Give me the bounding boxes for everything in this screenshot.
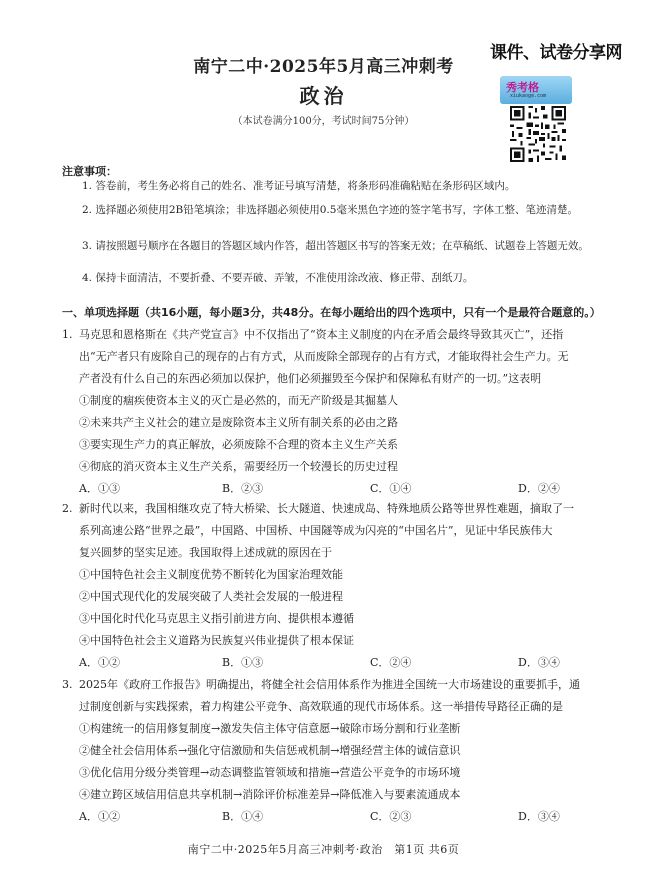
- logo-subtext: xiukaoge.com: [510, 93, 547, 99]
- answer-options: [62, 806, 602, 828]
- question-statement: ①构建统一的信用修复制度→激发失信主体守信意愿→破除市场分割和行业垄断: [79, 722, 461, 735]
- option-b[interactable]: B．②③: [222, 482, 264, 495]
- exam-note: （本试卷满分100分，考试时间75分钟）: [232, 116, 415, 127]
- page-footer: 南宁二中·2025年5月高三冲刺考·政治 第1页 共6页: [187, 843, 460, 856]
- notice-item-text: 2. 选择题必须使用2B铅笔填涂；非选择题必须使用0.5毫米黑色字迹的签字笔书写，字体工整、笔迹清楚。: [82, 204, 578, 216]
- notice-heading: 注意事项：: [62, 165, 117, 178]
- option-d[interactable]: D．③④: [518, 656, 560, 669]
- answer-options: [62, 478, 602, 500]
- watermark-text: 课件、试卷分享网: [490, 43, 622, 63]
- question-stem-line: 马克思和恩格斯在《共产党宣言》中不仅指出了“资本主义制度的内在矛盾会最终导致其灭亡”，还指: [79, 328, 564, 341]
- option-c[interactable]: C．②③: [370, 810, 412, 823]
- question-statement: ②中国式现代化的发展突破了人类社会发展的一般进程: [79, 590, 343, 603]
- question-statement: ③中国化时代化马克思主义指引前进方向、提供根本遵循: [79, 612, 354, 625]
- exam-title: 南宁二中·2025年5月高三冲刺考: [193, 57, 454, 77]
- notice-item: [62, 236, 602, 256]
- question-statement: ④建立跨区域信用信息共享机制→消除评价标准差异→降低准入与要素流通成本: [79, 788, 461, 801]
- logo-text: 秀考格: [506, 81, 539, 94]
- watermark-logo: [500, 76, 572, 104]
- question-statement: ①中国特色社会主义制度优势不断转化为国家治理效能: [79, 568, 343, 581]
- question-statement: ④彻底的消灭资本主义生产关系，需要经历一个较漫长的历史过程: [79, 460, 398, 473]
- option-a[interactable]: A．①②: [79, 656, 120, 669]
- question-statement: ①制度的痼疾使资本主义的灭亡是必然的，而无产阶级是其掘墓人: [79, 394, 398, 407]
- question-stem-line: 出“无产者只有废除自己的现存的占有方式，从而废除全部现存的占有方式，才能取得社会生产力。无: [79, 350, 569, 363]
- notice-item: 1. 答卷前，考生务必将自己的姓名、准考证号填写清楚，将条形码准确粘贴在条形码区域内。: [82, 180, 516, 192]
- option-a[interactable]: A．①③: [79, 482, 120, 495]
- question-statement: ③要实现生产力的真正解放，必须废除不合理的资本主义生产关系: [79, 438, 398, 451]
- notice-item: [62, 200, 602, 220]
- question-statement: ②健全社会信用体系→强化守信激励和失信惩戒机制→增强经营主体的诚信意识: [79, 744, 461, 757]
- question-1: [62, 324, 602, 500]
- question-stem-line: 2025年《政府工作报告》明确提出，将健全社会信用体系作为推进全国统一大市场建设的重要抓手，通: [79, 678, 580, 691]
- option-a[interactable]: A．①②: [79, 810, 120, 823]
- question-stem-line: 系列高速公路“世界之最”，中国路、中国桥、中国隧等成为闪亮的“中国名片”，见证中华民族伟大: [79, 524, 553, 537]
- notice-item: 4. 保持卡面清洁，不要折叠、不要弄破、弄皱，不准使用涂改液、修正带、刮纸刀。: [82, 272, 474, 284]
- option-d[interactable]: D．③④: [518, 810, 560, 823]
- question-statement: ③优化信用分级分类管理→动态调整监管领域和措施→营造公平竞争的市场环境: [79, 766, 461, 779]
- question-stem-line: 复兴圆梦的坚实足迹。我国取得上述成就的原因在于: [79, 546, 332, 559]
- option-b[interactable]: B．①④: [222, 810, 264, 823]
- question-number: 3.: [62, 678, 73, 691]
- answer-options: [62, 652, 602, 674]
- question-2: [62, 498, 602, 674]
- question-number: 2.: [62, 502, 73, 515]
- question-statement: ④中国特色社会主义道路为民族复兴伟业提供了根本保证: [79, 634, 354, 647]
- question-stem-line: 新时代以来，我国相继攻克了特大桥梁、长大隧道、快速成岛、特殊地质公路等世界性难题，摘取了一: [79, 502, 574, 515]
- option-c[interactable]: C．①④: [370, 482, 412, 495]
- qr-code-icon: [508, 104, 568, 164]
- question-3: [62, 674, 602, 828]
- question-stem-line: 过制度创新与实践探索，着力构建公平竞争、高效联通的现代市场体系。这一举措传导路径正确的是: [79, 700, 563, 713]
- question-number: 1.: [62, 328, 73, 341]
- exam-subject: 政治: [299, 84, 348, 108]
- option-c[interactable]: C．②④: [370, 656, 412, 669]
- section-title: 一、单项选择题（共16小题，每小题3分，共48分。在每小题给出的四个选项中，只有一个是最符合题意的。）: [62, 306, 601, 319]
- question-statement: ②未来共产主义社会的建立是废除资本主义所有制关系的必由之路: [79, 416, 398, 429]
- option-d[interactable]: D．②④: [518, 482, 560, 495]
- option-b[interactable]: B．①③: [222, 656, 264, 669]
- notice-item-text: 3. 请按照题号顺序在各题目的答题区域内作答，超出答题区书写的答案无效；在草稿纸、试题卷上答题无效。: [82, 240, 589, 252]
- question-stem-line: 产者没有什么自己的东西必须加以保护，他们必须摧毁至今保护和保障私有财产的一切。”这表明: [79, 372, 542, 385]
